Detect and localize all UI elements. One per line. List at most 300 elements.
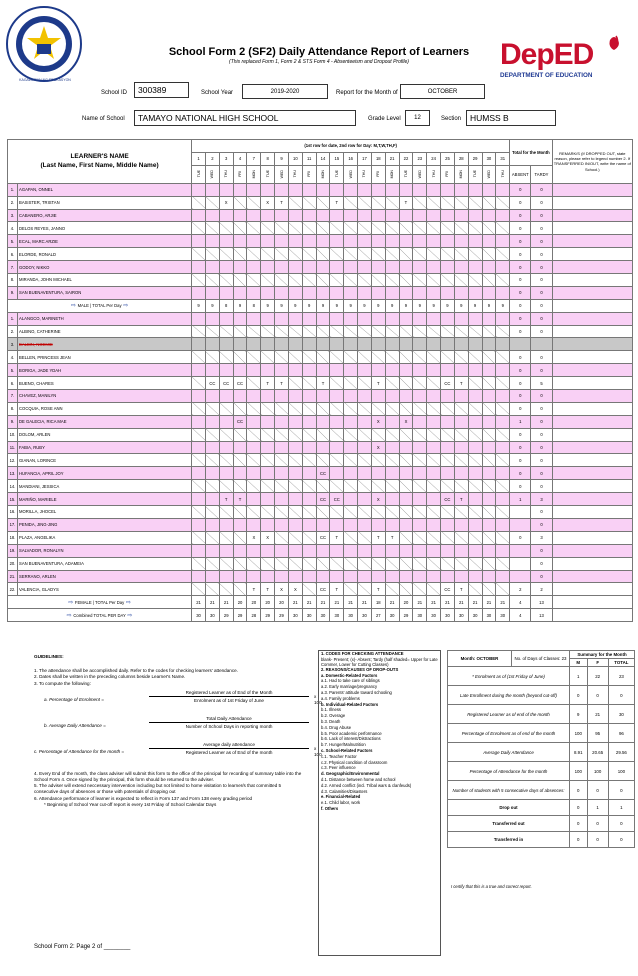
attendance-cell[interactable] bbox=[385, 235, 399, 248]
attendance-cell[interactable] bbox=[330, 544, 344, 557]
attendance-cell[interactable] bbox=[330, 415, 344, 428]
attendance-cell[interactable] bbox=[344, 325, 358, 338]
attendance-cell[interactable] bbox=[482, 274, 496, 287]
attendance-cell[interactable] bbox=[454, 415, 468, 428]
attendance-cell[interactable] bbox=[413, 415, 427, 428]
attendance-cell[interactable] bbox=[427, 325, 441, 338]
attendance-cell[interactable] bbox=[233, 390, 247, 403]
attendance-cell[interactable] bbox=[205, 351, 219, 364]
attendance-cell[interactable] bbox=[413, 518, 427, 531]
attendance-cell[interactable] bbox=[441, 312, 455, 325]
attendance-cell[interactable] bbox=[454, 286, 468, 299]
attendance-cell[interactable] bbox=[358, 531, 372, 544]
attendance-cell[interactable] bbox=[219, 364, 233, 377]
attendance-cell[interactable] bbox=[413, 286, 427, 299]
attendance-cell[interactable] bbox=[358, 415, 372, 428]
attendance-cell[interactable]: X bbox=[371, 415, 385, 428]
attendance-cell[interactable] bbox=[427, 364, 441, 377]
attendance-cell[interactable] bbox=[288, 518, 302, 531]
attendance-cell[interactable] bbox=[288, 351, 302, 364]
attendance-cell[interactable] bbox=[247, 570, 261, 583]
attendance-cell[interactable] bbox=[496, 583, 510, 596]
attendance-cell[interactable] bbox=[302, 428, 316, 441]
learner-row[interactable] bbox=[8, 570, 633, 583]
attendance-cell[interactable] bbox=[385, 338, 399, 351]
attendance-cell[interactable] bbox=[261, 441, 275, 454]
attendance-cell[interactable] bbox=[385, 390, 399, 403]
attendance-cell[interactable] bbox=[468, 467, 482, 480]
attendance-cell[interactable] bbox=[288, 286, 302, 299]
attendance-cell[interactable] bbox=[427, 544, 441, 557]
attendance-cell[interactable] bbox=[482, 351, 496, 364]
attendance-cell[interactable] bbox=[219, 557, 233, 570]
learner-row[interactable] bbox=[8, 480, 633, 493]
attendance-cell[interactable] bbox=[330, 312, 344, 325]
attendance-cell[interactable] bbox=[219, 261, 233, 274]
attendance-cell[interactable] bbox=[316, 196, 330, 209]
attendance-cell[interactable] bbox=[496, 544, 510, 557]
attendance-cell[interactable] bbox=[427, 248, 441, 261]
attendance-cell[interactable] bbox=[247, 248, 261, 261]
attendance-cell[interactable] bbox=[399, 248, 413, 261]
attendance-cell[interactable] bbox=[385, 506, 399, 519]
attendance-cell[interactable] bbox=[454, 518, 468, 531]
learner-row[interactable] bbox=[8, 235, 633, 248]
attendance-cell[interactable] bbox=[427, 390, 441, 403]
attendance-cell[interactable] bbox=[316, 364, 330, 377]
attendance-cell[interactable] bbox=[219, 402, 233, 415]
remarks-cell[interactable] bbox=[552, 583, 632, 596]
attendance-cell[interactable] bbox=[330, 518, 344, 531]
attendance-cell[interactable] bbox=[454, 544, 468, 557]
attendance-cell[interactable] bbox=[371, 312, 385, 325]
attendance-cell[interactable] bbox=[468, 261, 482, 274]
attendance-cell[interactable] bbox=[413, 377, 427, 390]
remarks-cell[interactable] bbox=[552, 235, 632, 248]
attendance-cell[interactable]: T bbox=[233, 493, 247, 506]
attendance-cell[interactable] bbox=[288, 428, 302, 441]
attendance-cell[interactable] bbox=[233, 351, 247, 364]
attendance-cell[interactable] bbox=[330, 454, 344, 467]
attendance-cell[interactable] bbox=[427, 183, 441, 196]
attendance-cell[interactable] bbox=[302, 209, 316, 222]
attendance-cell[interactable] bbox=[371, 325, 385, 338]
attendance-cell[interactable] bbox=[192, 557, 206, 570]
attendance-cell[interactable] bbox=[468, 454, 482, 467]
attendance-cell[interactable] bbox=[427, 441, 441, 454]
attendance-cell[interactable] bbox=[316, 183, 330, 196]
attendance-cell[interactable] bbox=[192, 518, 206, 531]
attendance-cell[interactable] bbox=[371, 209, 385, 222]
attendance-cell[interactable] bbox=[385, 325, 399, 338]
attendance-cell[interactable] bbox=[454, 454, 468, 467]
attendance-cell[interactable] bbox=[358, 377, 372, 390]
attendance-cell[interactable] bbox=[441, 518, 455, 531]
attendance-cell[interactable] bbox=[399, 544, 413, 557]
attendance-cell[interactable] bbox=[344, 390, 358, 403]
remarks-cell[interactable] bbox=[552, 209, 632, 222]
attendance-cell[interactable] bbox=[233, 209, 247, 222]
attendance-cell[interactable] bbox=[302, 351, 316, 364]
attendance-cell[interactable] bbox=[399, 286, 413, 299]
attendance-cell[interactable] bbox=[427, 415, 441, 428]
attendance-cell[interactable] bbox=[205, 518, 219, 531]
attendance-cell[interactable] bbox=[358, 583, 372, 596]
attendance-cell[interactable] bbox=[247, 351, 261, 364]
attendance-cell[interactable] bbox=[192, 222, 206, 235]
attendance-cell[interactable] bbox=[482, 377, 496, 390]
attendance-cell[interactable] bbox=[275, 274, 289, 287]
attendance-cell[interactable] bbox=[205, 183, 219, 196]
remarks-cell[interactable] bbox=[552, 467, 632, 480]
attendance-cell[interactable] bbox=[413, 351, 427, 364]
attendance-cell[interactable] bbox=[371, 196, 385, 209]
attendance-cell[interactable] bbox=[454, 480, 468, 493]
attendance-cell[interactable] bbox=[192, 402, 206, 415]
remarks-cell[interactable] bbox=[552, 364, 632, 377]
attendance-cell[interactable] bbox=[454, 467, 468, 480]
attendance-cell[interactable] bbox=[441, 222, 455, 235]
attendance-cell[interactable] bbox=[192, 506, 206, 519]
remarks-cell[interactable] bbox=[552, 286, 632, 299]
learner-row[interactable] bbox=[8, 531, 633, 544]
attendance-cell[interactable] bbox=[275, 183, 289, 196]
attendance-cell[interactable] bbox=[482, 467, 496, 480]
attendance-cell[interactable] bbox=[413, 312, 427, 325]
attendance-cell[interactable] bbox=[192, 325, 206, 338]
attendance-cell[interactable] bbox=[496, 312, 510, 325]
attendance-cell[interactable] bbox=[454, 506, 468, 519]
attendance-cell[interactable] bbox=[482, 506, 496, 519]
attendance-cell[interactable] bbox=[441, 209, 455, 222]
attendance-cell[interactable] bbox=[454, 402, 468, 415]
attendance-cell[interactable] bbox=[441, 286, 455, 299]
attendance-cell[interactable] bbox=[344, 209, 358, 222]
attendance-cell[interactable] bbox=[261, 325, 275, 338]
remarks-cell[interactable] bbox=[552, 274, 632, 287]
attendance-cell[interactable] bbox=[454, 183, 468, 196]
attendance-cell[interactable] bbox=[330, 480, 344, 493]
learner-row[interactable] bbox=[8, 351, 633, 364]
attendance-cell[interactable] bbox=[399, 235, 413, 248]
attendance-cell[interactable] bbox=[247, 506, 261, 519]
remarks-cell[interactable] bbox=[552, 428, 632, 441]
attendance-cell[interactable] bbox=[302, 261, 316, 274]
attendance-cell[interactable] bbox=[247, 441, 261, 454]
attendance-cell[interactable] bbox=[399, 506, 413, 519]
attendance-cell[interactable] bbox=[496, 557, 510, 570]
attendance-cell[interactable] bbox=[233, 261, 247, 274]
attendance-cell[interactable] bbox=[316, 428, 330, 441]
attendance-cell[interactable] bbox=[496, 531, 510, 544]
remarks-cell[interactable] bbox=[552, 402, 632, 415]
attendance-cell[interactable] bbox=[399, 325, 413, 338]
attendance-cell[interactable] bbox=[468, 196, 482, 209]
attendance-cell[interactable] bbox=[385, 312, 399, 325]
attendance-cell[interactable] bbox=[344, 248, 358, 261]
attendance-cell[interactable] bbox=[358, 312, 372, 325]
attendance-cell[interactable] bbox=[496, 518, 510, 531]
attendance-cell[interactable] bbox=[454, 248, 468, 261]
attendance-cell[interactable] bbox=[302, 583, 316, 596]
attendance-cell[interactable] bbox=[233, 441, 247, 454]
learner-row[interactable] bbox=[8, 286, 633, 299]
attendance-cell[interactable]: CC bbox=[441, 377, 455, 390]
attendance-cell[interactable] bbox=[219, 454, 233, 467]
attendance-cell[interactable] bbox=[219, 209, 233, 222]
attendance-cell[interactable] bbox=[316, 506, 330, 519]
attendance-cell[interactable] bbox=[427, 428, 441, 441]
attendance-cell[interactable] bbox=[205, 286, 219, 299]
attendance-cell[interactable] bbox=[468, 274, 482, 287]
attendance-cell[interactable] bbox=[496, 364, 510, 377]
attendance-cell[interactable] bbox=[482, 196, 496, 209]
remarks-cell[interactable] bbox=[552, 518, 632, 531]
attendance-cell[interactable] bbox=[288, 364, 302, 377]
remarks-cell[interactable] bbox=[552, 261, 632, 274]
attendance-cell[interactable] bbox=[219, 274, 233, 287]
attendance-cell[interactable] bbox=[233, 467, 247, 480]
attendance-cell[interactable] bbox=[344, 493, 358, 506]
attendance-cell[interactable] bbox=[192, 467, 206, 480]
attendance-cell[interactable] bbox=[219, 248, 233, 261]
attendance-cell[interactable] bbox=[399, 183, 413, 196]
remarks-cell[interactable] bbox=[552, 351, 632, 364]
attendance-cell[interactable] bbox=[316, 248, 330, 261]
attendance-cell[interactable] bbox=[330, 364, 344, 377]
attendance-cell[interactable]: T bbox=[454, 493, 468, 506]
attendance-cell[interactable] bbox=[358, 518, 372, 531]
attendance-cell[interactable] bbox=[302, 390, 316, 403]
attendance-cell[interactable] bbox=[261, 338, 275, 351]
attendance-cell[interactable] bbox=[399, 531, 413, 544]
attendance-cell[interactable] bbox=[427, 196, 441, 209]
attendance-cell[interactable] bbox=[247, 196, 261, 209]
attendance-cell[interactable]: CC bbox=[316, 583, 330, 596]
attendance-cell[interactable] bbox=[385, 351, 399, 364]
attendance-cell[interactable] bbox=[275, 222, 289, 235]
attendance-cell[interactable] bbox=[371, 351, 385, 364]
attendance-cell[interactable] bbox=[192, 312, 206, 325]
attendance-cell[interactable] bbox=[330, 467, 344, 480]
attendance-cell[interactable] bbox=[468, 222, 482, 235]
attendance-cell[interactable] bbox=[330, 557, 344, 570]
learner-row[interactable] bbox=[8, 415, 633, 428]
attendance-cell[interactable] bbox=[468, 415, 482, 428]
attendance-cell[interactable] bbox=[330, 351, 344, 364]
attendance-cell[interactable] bbox=[454, 441, 468, 454]
learner-row[interactable] bbox=[8, 518, 633, 531]
attendance-cell[interactable] bbox=[344, 454, 358, 467]
attendance-cell[interactable] bbox=[385, 183, 399, 196]
attendance-cell[interactable] bbox=[219, 518, 233, 531]
attendance-cell[interactable] bbox=[275, 364, 289, 377]
attendance-cell[interactable] bbox=[233, 338, 247, 351]
attendance-cell[interactable] bbox=[454, 261, 468, 274]
attendance-cell[interactable] bbox=[205, 506, 219, 519]
attendance-cell[interactable] bbox=[413, 544, 427, 557]
attendance-cell[interactable] bbox=[233, 428, 247, 441]
attendance-cell[interactable]: CC bbox=[316, 493, 330, 506]
attendance-cell[interactable] bbox=[385, 196, 399, 209]
attendance-cell[interactable] bbox=[371, 506, 385, 519]
attendance-cell[interactable] bbox=[427, 570, 441, 583]
learner-row[interactable] bbox=[8, 493, 633, 506]
attendance-cell[interactable] bbox=[399, 209, 413, 222]
attendance-cell[interactable] bbox=[454, 325, 468, 338]
attendance-cell[interactable] bbox=[302, 377, 316, 390]
attendance-cell[interactable] bbox=[468, 377, 482, 390]
attendance-cell[interactable] bbox=[399, 480, 413, 493]
attendance-cell[interactable] bbox=[482, 312, 496, 325]
attendance-cell[interactable] bbox=[288, 274, 302, 287]
attendance-cell[interactable] bbox=[399, 570, 413, 583]
attendance-cell[interactable] bbox=[302, 325, 316, 338]
attendance-cell[interactable]: T bbox=[261, 377, 275, 390]
attendance-cell[interactable] bbox=[427, 402, 441, 415]
attendance-cell[interactable] bbox=[482, 364, 496, 377]
attendance-cell[interactable] bbox=[496, 325, 510, 338]
attendance-cell[interactable] bbox=[371, 570, 385, 583]
attendance-cell[interactable] bbox=[427, 274, 441, 287]
attendance-cell[interactable] bbox=[219, 235, 233, 248]
remarks-cell[interactable] bbox=[552, 557, 632, 570]
attendance-cell[interactable] bbox=[192, 377, 206, 390]
attendance-cell[interactable] bbox=[371, 402, 385, 415]
attendance-cell[interactable] bbox=[316, 441, 330, 454]
attendance-cell[interactable] bbox=[496, 480, 510, 493]
attendance-cell[interactable] bbox=[385, 286, 399, 299]
attendance-cell[interactable] bbox=[385, 518, 399, 531]
attendance-cell[interactable] bbox=[275, 248, 289, 261]
attendance-cell[interactable] bbox=[358, 209, 372, 222]
attendance-cell[interactable] bbox=[427, 518, 441, 531]
attendance-cell[interactable] bbox=[288, 506, 302, 519]
attendance-cell[interactable] bbox=[441, 506, 455, 519]
attendance-cell[interactable] bbox=[399, 274, 413, 287]
learner-row[interactable] bbox=[8, 467, 633, 480]
attendance-cell[interactable] bbox=[275, 480, 289, 493]
attendance-cell[interactable] bbox=[275, 402, 289, 415]
attendance-cell[interactable] bbox=[316, 402, 330, 415]
attendance-cell[interactable] bbox=[344, 402, 358, 415]
attendance-cell[interactable] bbox=[192, 248, 206, 261]
attendance-cell[interactable] bbox=[413, 480, 427, 493]
attendance-cell[interactable] bbox=[468, 428, 482, 441]
learner-row[interactable] bbox=[8, 544, 633, 557]
attendance-cell[interactable] bbox=[192, 570, 206, 583]
attendance-cell[interactable] bbox=[275, 415, 289, 428]
attendance-cell[interactable] bbox=[454, 274, 468, 287]
attendance-cell[interactable] bbox=[192, 583, 206, 596]
attendance-cell[interactable] bbox=[427, 235, 441, 248]
attendance-cell[interactable] bbox=[302, 286, 316, 299]
attendance-cell[interactable] bbox=[219, 531, 233, 544]
attendance-cell[interactable] bbox=[330, 325, 344, 338]
attendance-cell[interactable] bbox=[468, 286, 482, 299]
attendance-cell[interactable] bbox=[330, 261, 344, 274]
attendance-cell[interactable] bbox=[192, 351, 206, 364]
attendance-cell[interactable] bbox=[192, 209, 206, 222]
attendance-cell[interactable] bbox=[288, 544, 302, 557]
attendance-cell[interactable] bbox=[399, 467, 413, 480]
remarks-cell[interactable] bbox=[552, 248, 632, 261]
attendance-cell[interactable] bbox=[358, 261, 372, 274]
attendance-cell[interactable] bbox=[219, 286, 233, 299]
attendance-cell[interactable] bbox=[247, 428, 261, 441]
attendance-cell[interactable] bbox=[316, 557, 330, 570]
attendance-cell[interactable] bbox=[330, 235, 344, 248]
attendance-cell[interactable] bbox=[261, 480, 275, 493]
attendance-cell[interactable] bbox=[247, 493, 261, 506]
attendance-cell[interactable] bbox=[358, 402, 372, 415]
attendance-cell[interactable] bbox=[330, 428, 344, 441]
attendance-cell[interactable] bbox=[247, 364, 261, 377]
attendance-cell[interactable] bbox=[358, 338, 372, 351]
attendance-cell[interactable] bbox=[496, 454, 510, 467]
attendance-cell[interactable] bbox=[344, 222, 358, 235]
attendance-cell[interactable] bbox=[427, 338, 441, 351]
attendance-cell[interactable]: CC bbox=[441, 583, 455, 596]
attendance-cell[interactable] bbox=[288, 248, 302, 261]
attendance-cell[interactable] bbox=[371, 235, 385, 248]
attendance-cell[interactable]: CC bbox=[233, 377, 247, 390]
attendance-cell[interactable] bbox=[482, 183, 496, 196]
attendance-cell[interactable] bbox=[302, 493, 316, 506]
attendance-cell[interactable]: X bbox=[261, 531, 275, 544]
attendance-cell[interactable] bbox=[344, 312, 358, 325]
attendance-cell[interactable] bbox=[385, 274, 399, 287]
attendance-cell[interactable] bbox=[205, 274, 219, 287]
attendance-cell[interactable] bbox=[371, 261, 385, 274]
attendance-cell[interactable] bbox=[496, 428, 510, 441]
attendance-cell[interactable] bbox=[413, 274, 427, 287]
attendance-cell[interactable] bbox=[330, 402, 344, 415]
attendance-cell[interactable] bbox=[205, 196, 219, 209]
remarks-cell[interactable] bbox=[552, 454, 632, 467]
attendance-cell[interactable] bbox=[371, 183, 385, 196]
attendance-cell[interactable] bbox=[427, 222, 441, 235]
attendance-cell[interactable] bbox=[344, 428, 358, 441]
attendance-cell[interactable] bbox=[275, 518, 289, 531]
attendance-cell[interactable] bbox=[427, 531, 441, 544]
attendance-cell[interactable] bbox=[233, 570, 247, 583]
attendance-cell[interactable] bbox=[288, 222, 302, 235]
attendance-cell[interactable] bbox=[205, 261, 219, 274]
attendance-cell[interactable] bbox=[219, 312, 233, 325]
attendance-cell[interactable] bbox=[330, 570, 344, 583]
attendance-cell[interactable] bbox=[413, 506, 427, 519]
attendance-cell[interactable] bbox=[302, 506, 316, 519]
attendance-cell[interactable]: X bbox=[371, 493, 385, 506]
attendance-cell[interactable] bbox=[247, 183, 261, 196]
attendance-cell[interactable] bbox=[385, 467, 399, 480]
attendance-cell[interactable] bbox=[344, 364, 358, 377]
attendance-cell[interactable] bbox=[468, 209, 482, 222]
attendance-cell[interactable] bbox=[441, 454, 455, 467]
attendance-cell[interactable] bbox=[247, 390, 261, 403]
attendance-cell[interactable] bbox=[261, 248, 275, 261]
attendance-cell[interactable] bbox=[427, 467, 441, 480]
attendance-cell[interactable] bbox=[441, 261, 455, 274]
attendance-cell[interactable] bbox=[371, 222, 385, 235]
attendance-cell[interactable] bbox=[275, 506, 289, 519]
attendance-cell[interactable] bbox=[219, 480, 233, 493]
attendance-cell[interactable] bbox=[219, 415, 233, 428]
attendance-cell[interactable] bbox=[427, 480, 441, 493]
attendance-cell[interactable] bbox=[247, 454, 261, 467]
attendance-cell[interactable] bbox=[192, 390, 206, 403]
